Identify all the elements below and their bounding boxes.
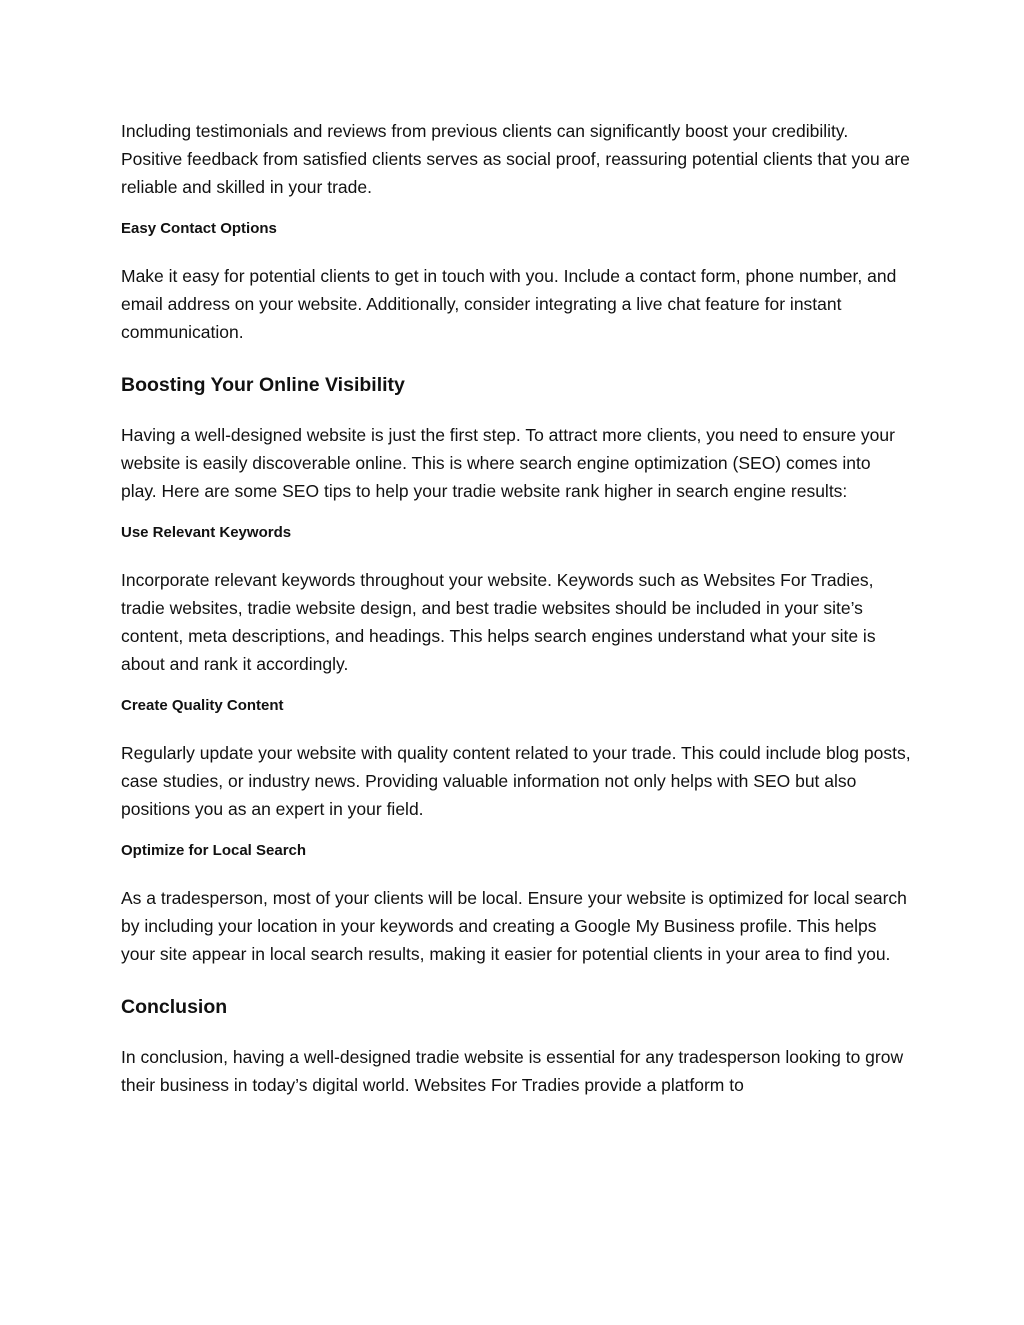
heading-create-quality-content: Create Quality Content xyxy=(121,697,284,714)
heading-optimize-local-search: Optimize for Local Search xyxy=(121,842,307,859)
heading-boosting-visibility: Boosting Your Online Visibility xyxy=(121,374,405,396)
paragraph-keywords: Incorporate relevant keywords throughout your website. Keywords such as Websites For Tradies, tradie websites, tradie website design, and best tradie websites should be included in your site’s content, meta descriptions, and headings. This helps search engines understand what your site is about and rank it accordingly. xyxy=(121,570,876,674)
paragraph-local-search: As a tradesperson, most of your clients will be local. Ensure your website is optimized for local search by including your location in your keywords and creating a Google My Business profile. This helps your site appear in local search results, making it easier for potential clients in your area to find you. xyxy=(121,888,907,964)
paragraph-quality-content: Regularly update your website with quality content related to your trade. This could include blog posts, case studies, or industry news. Providing valuable information not only helps with SEO but also positions you as an expert in your field. xyxy=(121,743,911,819)
paragraph-testimonials: Including testimonials and reviews from previous clients can significantly boost your credibility. Positive feedback from satisfied clients serves as social proof, reassuring potential clients that you are reliable and skilled in your trade. xyxy=(121,121,910,197)
paragraph-contact: Make it easy for potential clients to get in touch with you. Include a contact form, phone number, and email address on your website. Additionally, consider integrating a live chat feature for instant communication. xyxy=(121,266,897,342)
document-page xyxy=(121,117,911,1099)
heading-use-relevant-keywords: Use Relevant Keywords xyxy=(121,524,292,541)
heading-easy-contact-options: Easy Contact Options xyxy=(121,220,277,237)
paragraph-conclusion: In conclusion, having a well-designed tradie website is essential for any tradesperson looking to grow their business in today’s digital world. Websites For Tradies provide a platform to xyxy=(121,1047,904,1095)
heading-conclusion: Conclusion xyxy=(121,996,228,1018)
paragraph-seo-intro: Having a well-designed website is just the first step. To attract more clients, you need to ensure your website is easily discoverable online. This is where search engine optimization (SEO) comes into play. Here are some SEO tips to help your tradie website rank higher in search engine results: xyxy=(121,425,895,501)
